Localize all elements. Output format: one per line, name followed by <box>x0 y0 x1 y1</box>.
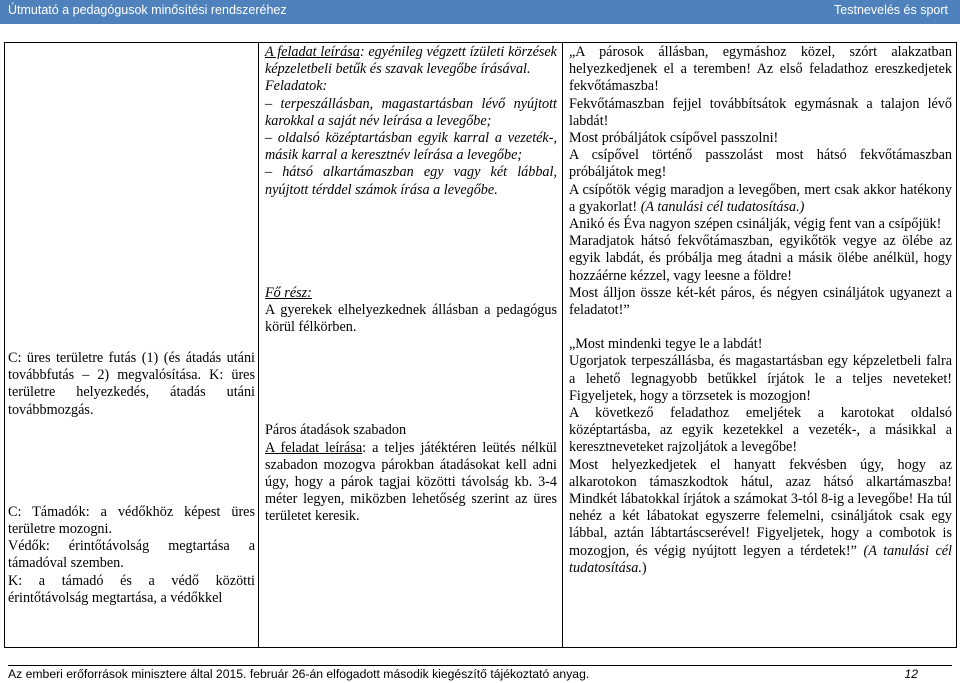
header-section: Testnevelés és sport <box>834 3 948 17</box>
header-title: Útmutató a pedagógusok minősítési rendszeréhez <box>8 3 287 17</box>
page-footer <box>0 665 960 683</box>
task-text: : egyénileg végzett ízületi körzések képzeletbeli betűk és szavak levegőbe írásával. <box>265 44 557 78</box>
instruction-11: A következő feladathoz emeljétek a karotokat oldalsó középtartásba, az egyik kezetekkel a vezeték-, a másikkal a keresztneveteket rajzoljátok a levegőbe! <box>569 405 952 456</box>
goal-block-1: C: üres területre futás (1) (és átadás utáni továbbfutás – 2) megvalósítása. K: üres területre helyezkedés, átadás utáni továbbmozgás. <box>8 350 255 418</box>
page-number: 12 <box>904 667 918 681</box>
instruction-9: „Most mindenki tegye le a labdát! <box>569 336 763 353</box>
instruction-7: Maradjatok hátsó fekvőtámaszban, egyikőtök vegye az ölébe az egyik labdát, és próbálja meg átadni a másik ölébe anélkül, hogy hozzáérne kézzel, vagy leesne a földre! <box>569 233 952 284</box>
pairs-label: A feladat leírása <box>265 439 363 456</box>
instructions-column <box>563 43 958 647</box>
description-column <box>259 43 563 647</box>
instruction-3: Most próbáljátok csípővel passzolni! <box>569 130 779 147</box>
learning-goal-note: (A tanulási cél tudatosítása. <box>569 542 952 576</box>
learning-goal-note: (A tanulási cél tudatosítása.) <box>640 198 805 215</box>
instruction-4: A csípővel történő passzolást most hátsó fekvőtámaszban próbáljátok meg! <box>569 147 952 181</box>
instruction-2: Fekvőtámaszban fejjel továbbítsátok egymásnak a talajon lévő labdát! <box>569 95 952 129</box>
pairs-text: : a teljes játéktéren leütés nélkül szabadon mozogva párokban átadásokat kell adni úgy, hogy a párok tagjai közötti távolság kb. 3-4 méter legyen, miközben lehetőség szerint az üres területet keresik. <box>265 439 557 525</box>
main-part-text: A gyerekek elhelyezkednek állásban a pedagógus körül félkörben. <box>265 302 557 336</box>
footer-text: Az emberi erőforrások minisztere által 2015. február 26-án elfogadott második kiegészítő tájékoztató anyag. <box>8 667 590 681</box>
instruction-12: Most helyezkedjetek el hanyatt fekvésben úgy, hogy az alkarotokon támaszkodtok hátul, azaz hátsó alkartámaszba! Mindkét lábatokkal írjátok a számokat 3-tól 8-ig a levegőbe! Ha túl nehéz a két lábatokat egyszerre felemelni, csináljátok csak egy lábbal, aztán lábtartáscserével! Figyeljetek, hogy a combotok is mozogjon, és végig nyújtott legyen a térdetek!” (A tanulási cél tudatosítása.) <box>569 456 952 576</box>
task-item-2: – oldalsó középtartásban egyik karral a vezeték-, másik karral a keresztnév leírása a levegőbe; <box>265 130 557 164</box>
goal-block-2c: K: a támadó és a védő közötti érintőtávolság megtartása, a védőkkel <box>8 572 255 606</box>
task-label: A feladat leírása <box>265 44 360 60</box>
goal-block-2b: Védők: érintőtávolság megtartása a támadóval szemben. <box>8 538 255 572</box>
task-item-1: – terpeszállásban, magastartásban lévő nyújtott karokkal a saját név leírása a levegőbe; <box>265 95 557 129</box>
main-part-label: Fő rész: <box>265 284 312 301</box>
pairs-title: Páros átadások szabadon <box>265 422 407 439</box>
warmup-description <box>265 44 557 199</box>
instruction-6: Anikó és Éva nagyon szépen csinálják, végig fent van a csípőjük! <box>569 216 942 233</box>
instruction-8: Most álljon össze két-két páros, és négyen csináljátok ugyanezt a feladatot!” <box>569 284 952 319</box>
goals-column <box>5 43 259 647</box>
instruction-5: A csípőtök végig maradjon a levegőben, mert csak akkor hatékony a gyakorlat! (A tanulási cél tudatosítása.) <box>569 181 952 215</box>
tasks-title: Feladatok: <box>265 78 328 95</box>
footer-divider <box>8 665 952 666</box>
instruction-10: Ugorjatok terpeszállásba, és magastartásban egy képzeletbeli falra a lehető legnagyobb betűkkel írjátok le a teljes neveteket! Figyeljetek, hogy a törzsetek is mozogjon! <box>569 353 952 404</box>
task-item-3: – hátsó alkartámaszban egy vagy két lábbal, nyújtott térddel számok írása a levegőbe. <box>265 164 557 198</box>
goal-block-2: C: Támadók: a védőkhöz képest üres területre mozogni. <box>8 503 255 538</box>
lesson-table <box>4 42 957 648</box>
instruction-1: „A párosok állásban, egymáshoz közel, szórt alakzatban helyezkedjenek el a teremben! Az első feladathoz ereszkedjetek fekvőtámaszba! <box>569 44 952 95</box>
page-header <box>0 0 960 24</box>
